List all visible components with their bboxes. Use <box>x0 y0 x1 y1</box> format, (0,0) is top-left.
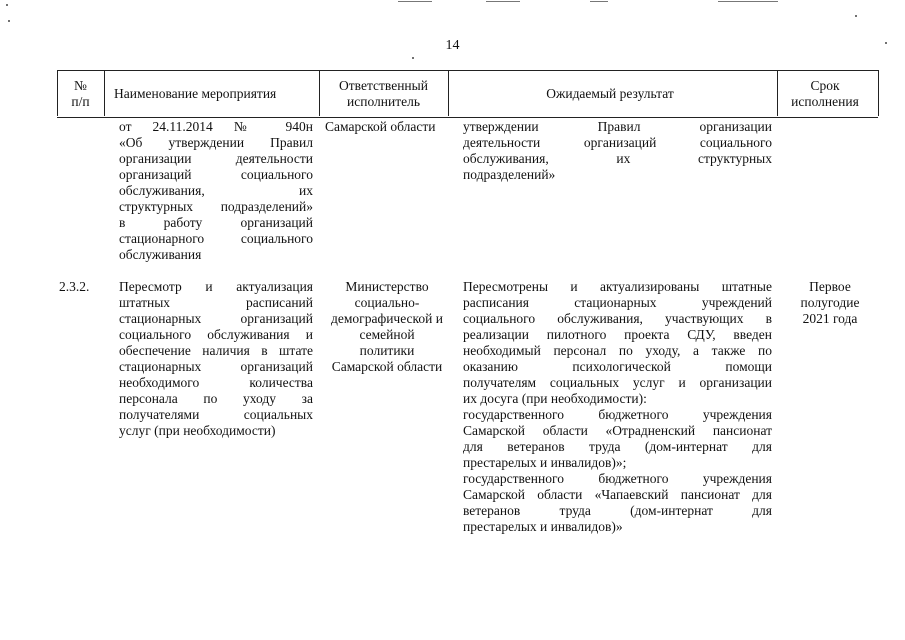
text-line: услуг (при необходимости) <box>119 423 276 438</box>
text-line: деятельности организаций социального <box>463 135 772 150</box>
continued-row-name <box>119 119 313 263</box>
text-line: Самарской области «Чапаевский пансионат для <box>463 487 772 502</box>
scan-artifact <box>6 4 8 6</box>
header-divider <box>448 70 449 116</box>
text-line: Первое <box>809 279 851 294</box>
header-deadline-line1: Срок <box>810 78 840 93</box>
scan-artifact <box>718 1 778 2</box>
header-result-label: Ожидаемый результат <box>546 86 674 101</box>
header-divider <box>777 70 778 116</box>
text-line: обслуживания, их <box>119 183 313 198</box>
text-line: организаций социального <box>119 167 313 182</box>
text-line: их досуга (при необходимости): <box>463 391 647 406</box>
page-number: 14 <box>445 38 460 53</box>
table-header <box>57 70 878 118</box>
text-line: расписания стационарных учреждений <box>463 295 772 310</box>
text-line: престарелых и инвалидов)» <box>463 519 623 534</box>
row-number: 2.3.2. <box>59 279 90 294</box>
text-line: стационарных организаций <box>119 359 313 374</box>
text-line: Пересмотр и актуализация <box>119 279 313 294</box>
text-line: государственного бюджетного учреждения <box>463 407 772 422</box>
row-232-name <box>119 279 313 439</box>
text-line: политики <box>359 343 415 358</box>
text-line: обслуживания, их структурных <box>463 151 772 166</box>
header-name-label: Наименование мероприятия <box>114 86 277 101</box>
text-line: подразделений» <box>463 167 556 182</box>
text-line: Самарской области <box>325 119 436 134</box>
text-line: социального обслуживания, участвующих в <box>463 311 772 326</box>
header-border <box>878 70 879 116</box>
header-number-label: п/п <box>71 94 90 109</box>
text-line: обслуживания <box>119 247 202 262</box>
text-line: организации деятельности <box>119 151 313 166</box>
text-line: утверждении Правил организации <box>463 119 772 134</box>
scan-artifact <box>8 20 10 22</box>
text-line: Пересмотрены и актуализированы штатные <box>463 279 772 294</box>
scan-artifact <box>885 42 887 44</box>
text-line: реализации пилотного проекта СДУ, введен <box>463 327 772 342</box>
header-deadline-line2: исполнения <box>791 94 859 109</box>
text-line: необходимого количества <box>119 375 313 390</box>
row-232-deadline <box>785 279 875 327</box>
header-divider <box>104 70 105 116</box>
text-line: стационарных организаций <box>119 311 313 326</box>
text-line: социального обслуживания и <box>119 327 313 342</box>
row-232-responsible <box>322 279 452 375</box>
header-number-sign: № <box>74 78 87 93</box>
header-number-cell <box>57 71 104 117</box>
header-responsible-cell <box>319 71 448 117</box>
row-232-result <box>463 279 772 535</box>
text-line: структурных подразделений» <box>119 199 313 214</box>
scan-artifact <box>486 1 520 2</box>
header-name-cell <box>104 71 319 117</box>
text-line: ветеранов труда (дом-интернат для <box>463 503 772 518</box>
text-line: престарелых и инвалидов)»; <box>463 455 627 470</box>
scan-artifact <box>398 1 432 2</box>
text-line: для ветеранов труда (дом-интернат для <box>463 439 772 454</box>
text-line: «Об утверждении Правил <box>119 135 313 150</box>
text-line: получателям социальных услуг и организации <box>463 375 772 390</box>
text-line: персонала по уходу за <box>119 391 313 406</box>
text-line: оказанию психологической помощи <box>463 359 772 374</box>
text-line: Самарской области «Отрадненский пансионат <box>463 423 772 438</box>
text-line: обеспечение наличия в штате <box>119 343 313 358</box>
text-line: стационарного социального <box>119 231 313 246</box>
scan-artifact <box>412 57 414 59</box>
text-line: социально- <box>354 295 420 310</box>
header-border <box>57 70 58 116</box>
scan-artifact <box>590 1 608 2</box>
text-line: получателями социальных <box>119 407 313 422</box>
text-line: необходимый персонал по уходу, а также по <box>463 343 772 358</box>
text-line: в работу организаций <box>119 215 313 230</box>
header-result-cell <box>448 71 772 117</box>
text-line: от 24.11.2014 № 940н <box>119 119 313 134</box>
text-line: семейной <box>359 327 415 342</box>
text-line: Министерство <box>345 279 429 294</box>
continued-row-responsible <box>325 119 451 135</box>
header-divider <box>319 70 320 116</box>
text-line: Самарской области <box>331 359 443 374</box>
text-line: 2021 года <box>802 311 858 326</box>
text-line: демографической и <box>331 311 443 326</box>
text-line: штатных расписаний <box>119 295 313 310</box>
continued-row-result <box>463 119 772 183</box>
scan-artifact <box>855 15 857 17</box>
text-line: государственного бюджетного учреждения <box>463 471 772 486</box>
header-responsible-line2: исполнитель <box>347 94 420 109</box>
header-deadline-cell <box>772 71 878 117</box>
text-line: полугодие <box>800 295 860 310</box>
header-responsible-line1: Ответственный <box>339 78 428 93</box>
